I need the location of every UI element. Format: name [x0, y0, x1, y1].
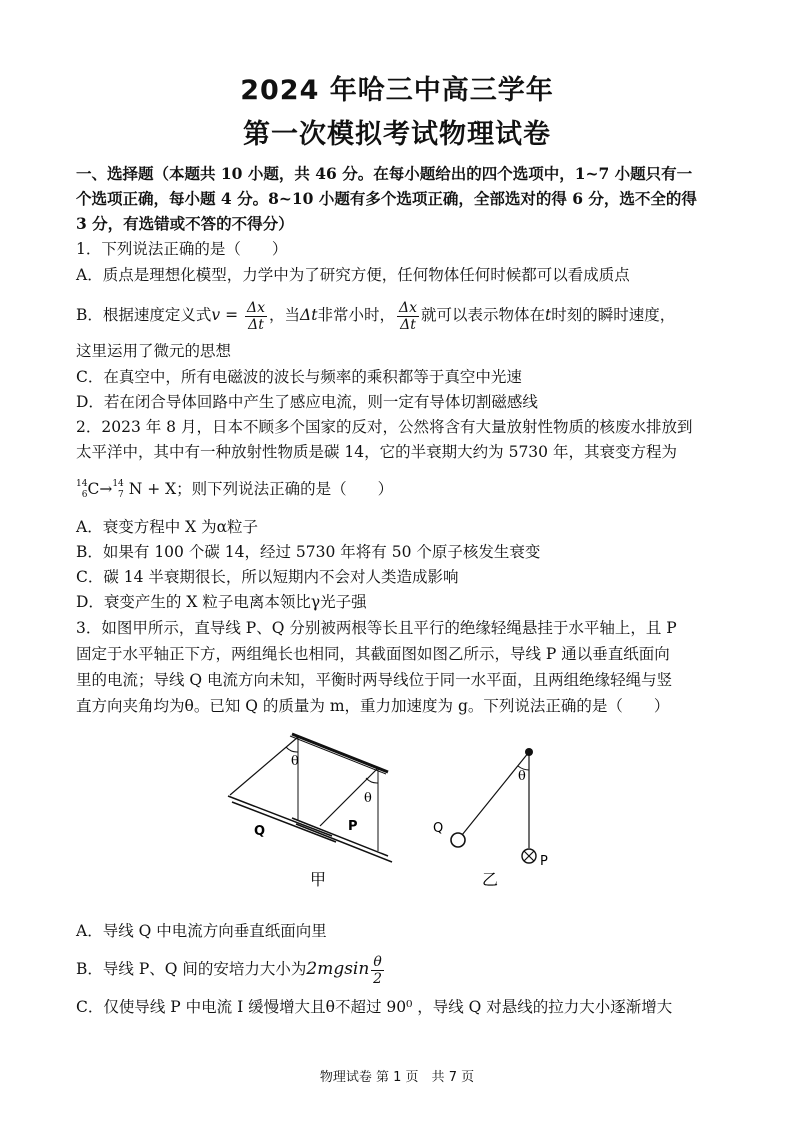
q2-option-d: D．衰变产生的 X 粒子电离本领比γ光子强	[76, 593, 367, 611]
fig-yi-wire-q	[451, 833, 465, 847]
q2-option-a: A．衰变方程中 X 为α粒子	[76, 518, 259, 536]
q3-b-fraction	[371, 954, 383, 987]
carbon-mass-number: 14	[76, 479, 88, 489]
q3-stem-line1: 3．如图甲所示，直导线 P、Q 分别被两根等长且平行的绝缘轻绳悬挂于水平轴上，且 P	[76, 619, 677, 637]
fig-jia-theta-1: θ	[291, 754, 299, 769]
q1-b-text3: 非常小时，	[317, 306, 395, 324]
q2-stem-line1: 2．2023 年 8 月，日本不顾多个国家的反对，公然将含有大量放射性物质的核废水排放到	[76, 418, 693, 436]
q3-b-expression: 2mgsin	[306, 959, 370, 979]
q2-option-b: B．如果有 100 个碳 14，经过 5730 年将有 50 个原子核发生衰变	[76, 543, 541, 561]
q3-stem-line4: 直方向夹角均为θ。已知 Q 的质量为 m，重力加速度为 g。下列说法正确的是（ ）	[76, 697, 670, 715]
q1-option-b-continued: 这里运用了微元的思想	[76, 342, 232, 360]
fraction-denominator: Δt	[248, 316, 264, 333]
q1-b-text1: B．根据速度定义式	[76, 306, 212, 324]
q1-stem: 1．下列说法正确的是（ ）	[76, 240, 288, 258]
carbon-symbol: C	[87, 480, 100, 498]
q1-option-b	[76, 298, 736, 333]
fraction-numerator: Δx	[399, 299, 418, 316]
section-intro-line2: 个选项正确，每小题 4 分。8~10 小题有多个选项正确，全部选对的得 6 分，选不全的得	[76, 189, 697, 208]
fig-jia-string-q1	[230, 737, 298, 795]
q2-option-c: C．碳 14 半衰期很长，所以短期内不会对人类造成影响	[76, 568, 459, 586]
fig-jia-label-p: P	[348, 819, 358, 834]
nitrogen-atomic-number: 7	[118, 490, 124, 500]
nitrogen-mass-number: 14	[112, 479, 124, 489]
q2-stem-tail: ；则下列说法正确的是（ ）	[176, 480, 394, 498]
fig-yi-caption: 乙	[482, 870, 499, 889]
fig-yi-label-q: Q	[433, 821, 444, 836]
q1-option-a: A．质点是理想化模型，力学中为了研究方便，任何物体任何时候都可以看成质点	[76, 266, 630, 284]
fig-jia-theta-2: θ	[364, 791, 372, 806]
q1-option-c: C．在真空中，所有电磁波的波长与频率的乘积都等于真空中光速	[76, 368, 522, 386]
fraction-denominator: Δt	[400, 316, 416, 333]
fig-jia-label-q: Q	[254, 824, 266, 839]
q2-decay-equation-line	[76, 478, 736, 501]
fig-jia-wire-q-top	[228, 796, 332, 836]
q1-b-dt: Δt	[300, 306, 318, 324]
section-intro-line3: 3 分，有选错或不答的不得分）	[76, 214, 294, 233]
nitrogen-nuclide-indices	[112, 479, 123, 501]
fig-jia-wire-q-bottom	[232, 802, 336, 842]
fraction-numerator: Δx	[247, 299, 266, 316]
q3-option-b	[76, 952, 736, 987]
q1-b-eq: =	[220, 306, 244, 324]
q2-stem-line2: 太平洋中，其中有一种放射性物质是碳 14，它的半衰期大约为 5730 年，其衰变方程为	[76, 443, 677, 461]
page-footer: 物理试卷 第 1 页 共 7 页	[319, 1070, 475, 1085]
fig-yi-label-p: P	[540, 854, 548, 869]
fig-jia-wire-p-top	[292, 818, 388, 856]
carbon-nuclide-indices	[76, 479, 87, 501]
fraction-denominator: 2	[373, 970, 382, 987]
fig-yi-theta: θ	[518, 769, 526, 784]
q3-stem-line3: 里的电流；导线 Q 电流方向未知，平衡时两导线位于同一水平面，且两组绝缘轻绳与竖	[76, 671, 673, 689]
q1-b-fraction2	[397, 300, 419, 333]
section-intro-line1: 一、选择题（本题共 10 小题，共 46 分。在每小题给出的四个选项中，1~7 小题只有一	[76, 164, 693, 183]
fig-yi-string-q	[462, 752, 529, 835]
fraction-numerator: θ	[373, 953, 382, 970]
q3-stem-line2: 固定于水平轴正下方，两组绳长也相同，其截面图如图乙所示，导线 P 通以垂直纸面向	[76, 645, 670, 663]
fig-jia-axis	[292, 734, 388, 772]
q1-b-t: t	[545, 306, 552, 324]
q1-b-text4: 就可以表示物体在	[421, 306, 546, 324]
fig-jia-caption: 甲	[310, 870, 327, 889]
q3-option-c: C．仅使导线 P 中电流 I 缓慢增大且θ不超过 90⁰ ，导线 Q 对悬线的拉力大小逐渐增大	[76, 998, 673, 1016]
fig-jia-angle-arc-1	[286, 747, 298, 752]
q1-b-fraction1	[245, 300, 267, 333]
q1-b-var: v	[211, 306, 221, 324]
q3-b-text: B．导线 P、Q 间的安培力大小为	[76, 960, 307, 978]
q3-option-a: A．导线 Q 中电流方向垂直纸面向里	[76, 922, 327, 940]
nitrogen-symbol: N	[128, 480, 143, 498]
exam-title-line1: 2024 年哈三中高三学年	[240, 75, 554, 106]
q3-figures	[220, 730, 550, 895]
q1-b-text5: 时刻的瞬时速度，	[551, 306, 676, 324]
decay-arrow: →	[99, 480, 113, 498]
x-particle-term: + X	[142, 480, 177, 498]
fig-jia-axis-shade	[290, 736, 386, 774]
q1-b-text2: ，当	[269, 306, 301, 324]
exam-title-line2: 第一次模拟考试物理试卷	[243, 119, 551, 150]
q1-option-d: D．若在闭合导体回路中产生了感应电流，则一定有导体切割磁感线	[76, 393, 538, 411]
carbon-atomic-number: 6	[81, 490, 88, 500]
